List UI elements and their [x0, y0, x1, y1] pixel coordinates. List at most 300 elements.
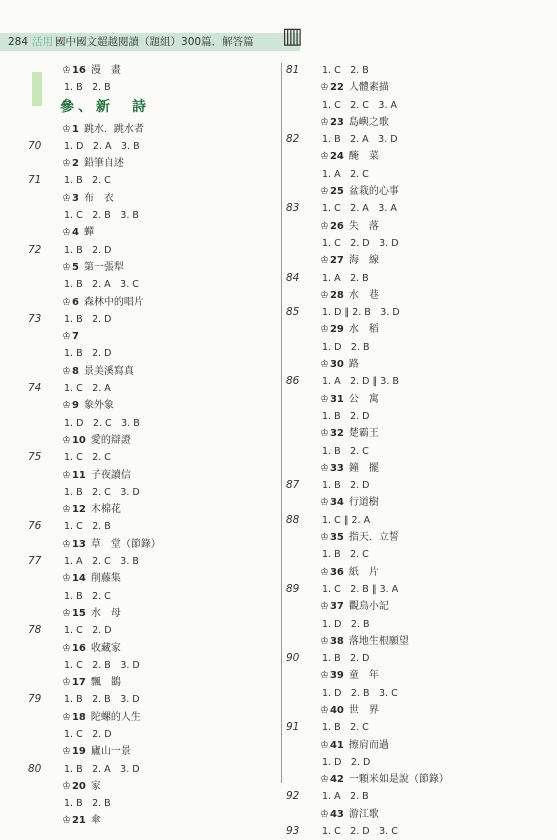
crown-icon: ♔ [320, 116, 329, 128]
answer-row [28, 588, 278, 605]
question-item [320, 598, 389, 615]
question-row [28, 709, 278, 726]
answer-text: 1. D 2. B [322, 618, 370, 630]
question-number: 21 [71, 815, 86, 827]
question-title: 鉛筆自述 [83, 158, 124, 170]
question-number: 8 [71, 365, 79, 377]
page-ref-number: 84 [286, 271, 300, 284]
answer-row [286, 62, 536, 79]
question-title: 擦肩而過 [348, 739, 389, 751]
page-ref-number: 80 [28, 762, 42, 775]
crown-icon: ♔ [320, 808, 329, 820]
crown-icon: ♔ [62, 504, 71, 516]
answer-text: 1. A 2. C 3. B [64, 556, 139, 568]
page-ref-number: 91 [286, 721, 300, 734]
question-item [62, 674, 121, 691]
question-row [28, 570, 278, 587]
question-row [28, 674, 278, 691]
crown-icon: ♔ [320, 151, 329, 163]
question-row [28, 294, 278, 311]
question-row [28, 259, 278, 276]
question-title: 傘 [90, 815, 101, 827]
question-item [62, 605, 121, 622]
answer-row [28, 622, 278, 639]
answer-row [286, 235, 536, 252]
page-ref-number: 90 [286, 652, 300, 665]
answer-text: 1. B 2. C 3. D [64, 486, 140, 498]
question-row [286, 633, 536, 650]
question-item [62, 467, 131, 484]
crown-icon: ♔ [320, 774, 329, 786]
question-number: 10 [71, 434, 86, 446]
answer-text: 1. C 2. B [322, 65, 369, 76]
question-row [286, 218, 536, 235]
answer-row [28, 345, 278, 362]
answer-text: 1. A 2. C [322, 168, 369, 180]
question-row [28, 812, 278, 829]
answer-row [28, 415, 278, 432]
answer-row [286, 443, 536, 460]
question-row [286, 79, 536, 96]
page-ref-number: 75 [28, 451, 42, 464]
question-number: 35 [329, 532, 344, 544]
question-item [320, 114, 389, 131]
answer-row [28, 172, 278, 189]
question-item [320, 771, 449, 788]
page-ref-number: 87 [286, 479, 300, 492]
book-logo-icon: ▥ [282, 24, 303, 49]
question-number: 16 [71, 65, 86, 76]
answer-text: 1. D 2. B 3. C [322, 687, 398, 699]
question-item [62, 743, 131, 760]
answer-text: 1. C 2. B 3. B [64, 210, 139, 222]
page-ref-number: 82 [286, 133, 300, 146]
answer-text: 1. B 2. B 3. D [64, 694, 140, 706]
crown-icon: ♔ [62, 192, 71, 204]
answer-row [28, 276, 278, 293]
page-ref-number: 79 [28, 693, 42, 706]
page-number: 284 [8, 36, 29, 48]
question-title: 蟬 [83, 227, 94, 239]
answer-row [286, 477, 536, 494]
question-number: 24 [329, 151, 344, 163]
page-header [0, 33, 300, 51]
answer-text: 1. D 2. B [322, 341, 370, 353]
page-ref-number: 77 [28, 555, 42, 568]
question-title: 愛的辯證 [90, 434, 131, 446]
question-title: 鐘 擺 [348, 462, 379, 474]
answer-text: 1. C 2. D [64, 728, 112, 740]
answer-row [28, 691, 278, 708]
page-ref-number: 86 [286, 375, 300, 388]
question-number: 1 [71, 123, 79, 135]
answer-row [28, 795, 278, 812]
question-row [286, 252, 536, 269]
question-item [320, 425, 379, 442]
question-number: 29 [329, 324, 344, 336]
question-title: 觀鳥小記 [348, 601, 389, 613]
answer-row [28, 311, 278, 328]
answer-text: 1. B 2. A 3. C [64, 279, 139, 291]
question-item [320, 287, 379, 304]
question-item [62, 536, 161, 553]
crown-icon: ♔ [62, 780, 71, 792]
answer-text: 1. C 2. A [64, 383, 111, 395]
question-row [286, 702, 536, 719]
answer-row [286, 97, 536, 114]
answer-row [286, 408, 536, 425]
question-row [28, 363, 278, 380]
question-title: 削藤集 [90, 573, 121, 585]
answer-text: 1. B 2. B [64, 798, 111, 810]
answer-text: 1. D ‖ 2. B 3. D [322, 307, 400, 319]
crown-icon: ♔ [62, 331, 71, 343]
question-row [286, 321, 536, 338]
question-number: 12 [71, 504, 86, 516]
crown-icon: ♔ [320, 289, 329, 301]
question-item [62, 190, 114, 207]
answer-text: 1. B 2. D [64, 244, 112, 256]
crown-icon: ♔ [320, 462, 329, 474]
answer-row [286, 373, 536, 390]
question-number: 19 [71, 746, 86, 758]
answer-text: 1. B 2. D [322, 480, 370, 492]
question-number: 41 [329, 739, 344, 751]
answer-row [286, 166, 536, 183]
answer-row [286, 200, 536, 217]
answer-row [286, 131, 536, 148]
question-title: 行道樹 [348, 497, 379, 509]
question-row [28, 432, 278, 449]
question-title: 木棉花 [90, 504, 121, 516]
question-number: 42 [329, 774, 344, 786]
answer-row [28, 449, 278, 466]
question-item [62, 640, 121, 657]
question-number: 39 [329, 670, 344, 682]
question-item [320, 564, 379, 581]
question-number: 38 [329, 635, 344, 647]
question-item [320, 494, 379, 511]
question-number: 30 [329, 359, 344, 371]
page-ref-number: 88 [286, 513, 300, 526]
question-item [62, 397, 114, 414]
question-row [28, 536, 278, 553]
crown-icon: ♔ [62, 607, 71, 619]
page-ref-number: 81 [286, 64, 300, 76]
crown-icon: ♔ [62, 469, 71, 481]
question-item [62, 501, 121, 518]
question-title: 盆栽的心事 [348, 186, 399, 198]
answer-row [286, 304, 536, 321]
crown-icon: ♔ [320, 601, 329, 613]
question-row [286, 356, 536, 373]
page-ref-number: 85 [286, 306, 300, 319]
question-title: 水 巷 [348, 289, 379, 301]
section-heading: 參、新 詩 [60, 98, 150, 115]
question-item [62, 328, 84, 345]
answer-text: 1. D 2. A 3. B [64, 140, 140, 152]
question-number: 7 [71, 331, 79, 343]
question-title: 指天．立誓 [348, 532, 399, 544]
question-number: 2 [71, 158, 79, 170]
answer-row [286, 581, 536, 598]
question-title: 水 母 [90, 607, 121, 619]
question-row [286, 391, 536, 408]
crown-icon: ♔ [62, 227, 71, 239]
question-title: 漫 畫 [90, 65, 121, 76]
question-title: 落地生根願望 [348, 635, 409, 647]
answer-row [286, 270, 536, 287]
answer-text: 1. C 2. A 3. A [322, 203, 397, 215]
question-row [286, 183, 536, 200]
question-item [62, 62, 121, 79]
section-row [28, 97, 278, 121]
question-item [320, 391, 379, 408]
crown-icon: ♔ [62, 677, 71, 689]
question-number: 13 [71, 538, 86, 550]
page-ref-number: 93 [286, 825, 300, 838]
question-row [286, 564, 536, 581]
question-item [62, 121, 144, 138]
question-number: 43 [329, 808, 344, 820]
answer-row [286, 719, 536, 736]
question-row [28, 640, 278, 657]
question-row [286, 425, 536, 442]
question-item [62, 778, 101, 795]
question-number: 28 [329, 289, 344, 301]
answer-text: 1. B 2. B [64, 82, 111, 94]
answer-row [28, 657, 278, 674]
question-item [62, 812, 101, 829]
question-number: 6 [71, 296, 79, 308]
answer-text: 1. B 2. D [64, 313, 112, 325]
question-number: 5 [71, 261, 79, 273]
crown-icon: ♔ [320, 393, 329, 405]
page-ref-number: 70 [28, 139, 42, 152]
answer-text: 1. B 2. A 3. D [64, 763, 140, 775]
question-title: 家 [90, 780, 101, 792]
question-row [28, 501, 278, 518]
answer-row [28, 138, 278, 155]
crown-icon: ♔ [320, 497, 329, 509]
question-item [62, 155, 124, 172]
question-row [286, 667, 536, 684]
answer-row [286, 788, 536, 805]
page-ref-number: 76 [28, 520, 42, 533]
question-item [62, 294, 144, 311]
question-item [320, 667, 379, 684]
crown-icon: ♔ [320, 566, 329, 578]
question-item [62, 432, 131, 449]
answer-row [28, 380, 278, 397]
page-ref-number: 73 [28, 312, 42, 325]
question-title: 第一張犁 [83, 261, 124, 273]
question-title: 陀螺的人生 [90, 711, 141, 723]
answer-row [28, 553, 278, 570]
crown-icon: ♔ [320, 359, 329, 371]
answer-text: 1. A 2. B [322, 791, 369, 803]
page-ref-number: 78 [28, 624, 42, 637]
header-highlight: 活用 [32, 36, 54, 48]
crown-icon: ♔ [320, 670, 329, 682]
answer-row [286, 685, 536, 702]
question-number: 20 [71, 780, 86, 792]
page-ref-number: 83 [286, 202, 300, 215]
question-item [320, 148, 379, 165]
question-title: 一顆米如是說（節錄） [348, 774, 449, 786]
question-row [286, 287, 536, 304]
question-number: 40 [329, 704, 344, 716]
question-row [286, 771, 536, 788]
question-row [286, 460, 536, 477]
question-title: 人體素描 [348, 82, 389, 94]
question-title: 草 堂（節錄） [90, 538, 161, 550]
page-ref-number: 74 [28, 382, 42, 395]
question-item [320, 321, 379, 338]
question-number: 31 [329, 393, 344, 405]
question-row [28, 155, 278, 172]
question-number: 23 [329, 116, 344, 128]
left-column [28, 62, 278, 830]
question-number: 18 [71, 711, 86, 723]
question-title: 醃 菜 [348, 151, 379, 163]
answer-row [286, 546, 536, 563]
answer-row [286, 650, 536, 667]
answer-text: 1. B 2. C [64, 590, 111, 602]
question-title: 世 界 [348, 704, 379, 716]
question-number: 27 [329, 255, 344, 267]
question-item [62, 363, 134, 380]
question-row [28, 467, 278, 484]
question-title: 童 年 [348, 670, 379, 682]
answer-text: 1. C 2. D [64, 625, 112, 637]
answer-text: 1. A 2. D ‖ 3. B [322, 376, 399, 388]
question-title: 失 落 [348, 220, 379, 232]
crown-icon: ♔ [320, 635, 329, 647]
crown-icon: ♔ [320, 82, 329, 94]
question-title: 跳水．跳水者 [83, 123, 144, 135]
question-item [62, 570, 121, 587]
question-number: 22 [329, 82, 344, 94]
question-number: 9 [71, 400, 79, 412]
answer-text: 1. B 2. A 3. D [322, 134, 398, 146]
question-title: 廬山一景 [90, 746, 131, 758]
question-number: 16 [71, 642, 86, 654]
answer-row [286, 823, 536, 840]
crown-icon: ♔ [62, 434, 71, 446]
crown-icon: ♔ [62, 400, 71, 412]
answer-text: 1. C 2. C [64, 452, 111, 464]
question-item [320, 356, 359, 373]
question-row [28, 190, 278, 207]
answer-row [28, 207, 278, 224]
page-ref-number: 72 [28, 243, 42, 256]
header-text [8, 35, 254, 49]
question-row [28, 743, 278, 760]
answer-text: 1. B 2. C [64, 175, 111, 187]
question-row [286, 737, 536, 754]
answer-row [286, 339, 536, 356]
question-row [28, 605, 278, 622]
question-title: 布 衣 [83, 192, 114, 204]
answer-row [28, 242, 278, 259]
question-title: 海 線 [348, 255, 379, 267]
answer-row [28, 484, 278, 501]
question-item [62, 224, 94, 241]
question-item [320, 737, 389, 754]
answer-row [286, 616, 536, 633]
question-row [286, 494, 536, 511]
answer-row [286, 754, 536, 771]
answer-row [28, 726, 278, 743]
question-title: 紙 片 [348, 566, 379, 578]
answer-text: 1. C 2. B 3. D [64, 659, 140, 671]
question-item [320, 252, 379, 269]
question-number: 17 [71, 677, 86, 689]
crown-icon: ♔ [62, 642, 71, 654]
question-number: 26 [329, 220, 344, 232]
question-row [286, 148, 536, 165]
answer-row [28, 761, 278, 778]
answer-text: 1. A 2. B [322, 272, 369, 284]
answer-text: 1. B 2. D [64, 348, 112, 360]
crown-icon: ♔ [62, 573, 71, 585]
page-ref-number: 71 [28, 174, 42, 187]
answer-text: 1. B 2. C [322, 549, 369, 561]
question-item [320, 633, 409, 650]
question-number: 32 [329, 428, 344, 440]
crown-icon: ♔ [62, 538, 71, 550]
answer-text: 1. B 2. D [322, 653, 370, 665]
question-row [286, 529, 536, 546]
question-number: 33 [329, 462, 344, 474]
question-number: 37 [329, 601, 344, 613]
question-title: 森林中的唱片 [83, 296, 144, 308]
question-item [62, 709, 141, 726]
question-row [28, 62, 278, 79]
question-item [320, 183, 399, 200]
crown-icon: ♔ [62, 296, 71, 308]
crown-icon: ♔ [62, 815, 71, 827]
question-row [28, 224, 278, 241]
question-row [28, 121, 278, 138]
crown-icon: ♔ [320, 220, 329, 232]
question-number: 15 [71, 607, 86, 619]
question-number: 36 [329, 566, 344, 578]
question-number: 34 [329, 497, 344, 509]
question-item [62, 259, 124, 276]
question-number: 11 [71, 469, 86, 481]
question-item [320, 529, 399, 546]
answer-text: 1. D 2. C 3. B [64, 417, 140, 429]
question-item [320, 79, 389, 96]
page-ref-number: 92 [286, 790, 300, 803]
question-row [286, 598, 536, 615]
question-item [320, 460, 379, 477]
page-ref-number: 89 [286, 582, 300, 595]
answer-text: 1. C 2. B [64, 521, 111, 533]
question-row [286, 114, 536, 131]
answer-text: 1. C ‖ 2. A [322, 514, 371, 526]
answer-text: 1. C 2. D 3. D [322, 237, 399, 249]
crown-icon: ♔ [320, 532, 329, 544]
crown-icon: ♔ [320, 255, 329, 267]
question-item [320, 806, 379, 823]
question-row [28, 397, 278, 414]
crown-icon: ♔ [62, 158, 71, 170]
question-item [320, 702, 379, 719]
crown-icon: ♔ [320, 428, 329, 440]
